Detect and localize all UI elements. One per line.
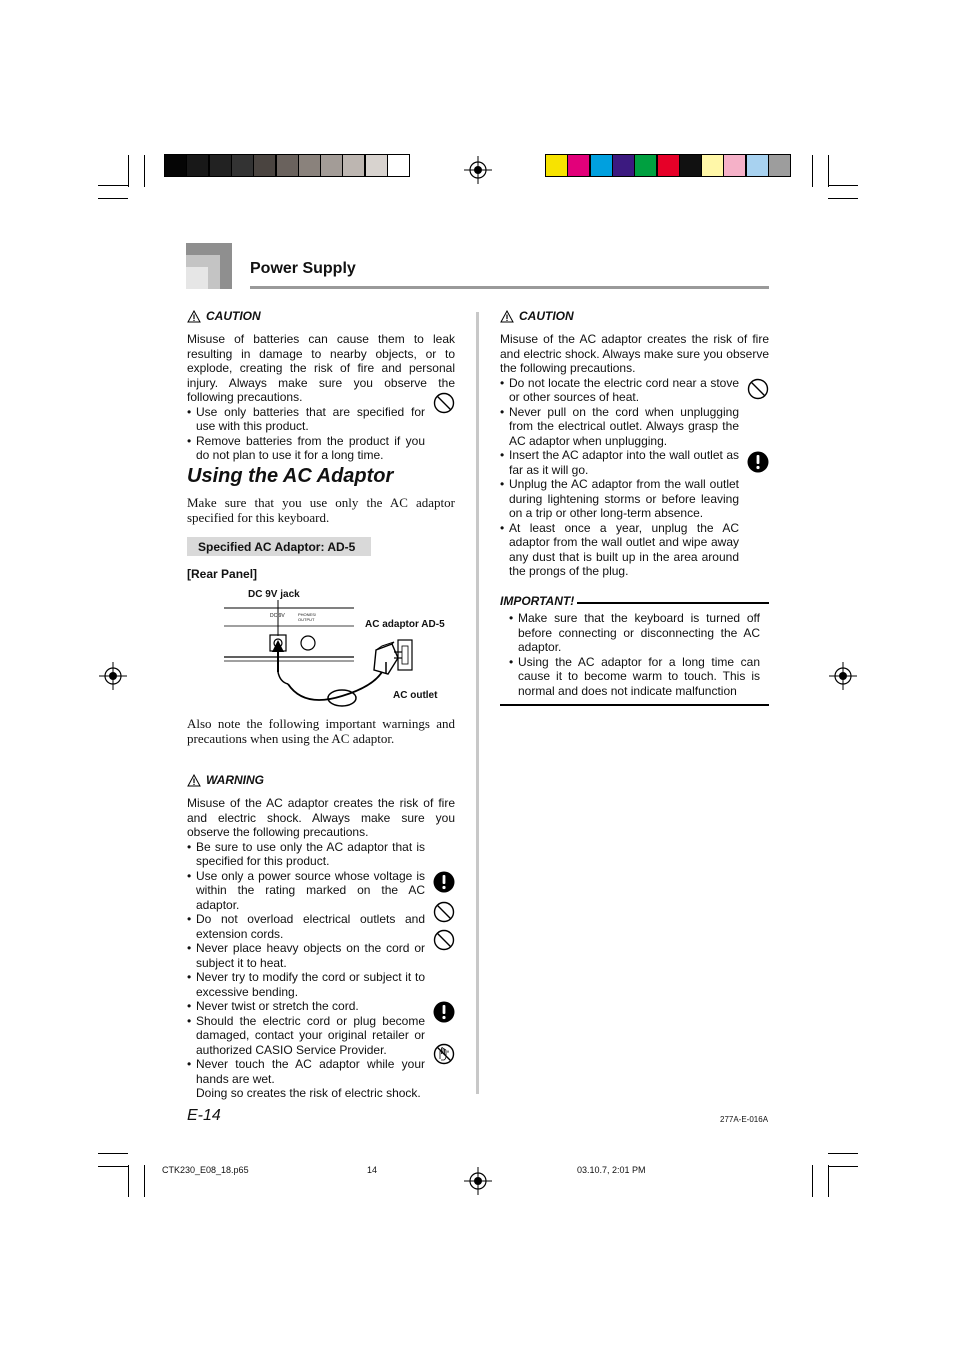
doc-code: 277A-E-016A xyxy=(720,1115,769,1124)
crop-mark-br-h2 xyxy=(828,1153,858,1154)
caution-intro: Misuse of batteries can cause them to leak resulting in damage to nearby objects, or to explode, creating the risk of fire and personal injury. Always make sure you observe the following precautions. xyxy=(187,332,455,404)
crop-mark-bl-h2 xyxy=(98,1153,128,1154)
important-label: IMPORTANT! xyxy=(500,594,575,608)
page-number: E-14 xyxy=(187,1107,221,1124)
spec-box-text: Specified AC Adaptor: AD-5 xyxy=(198,540,356,554)
list-item: • Insert the AC adaptor into the wall outlet as far as it will go. xyxy=(500,448,739,477)
color-swatch xyxy=(747,155,768,176)
list-item: • Never place heavy objects on the cord or subject it to heat. xyxy=(187,941,425,970)
crop-mark-tl-h xyxy=(98,185,128,186)
color-swatch xyxy=(680,155,701,176)
mandatory-action-icon xyxy=(747,451,769,473)
registration-mark-top xyxy=(464,156,492,184)
color-swatch xyxy=(769,155,790,176)
caution-label-text: CAUTION xyxy=(206,309,261,323)
color-swatch xyxy=(591,155,612,176)
crop-mark-br-v2 xyxy=(812,1165,813,1197)
color-swatch xyxy=(658,155,679,176)
crop-mark-tr-v2 xyxy=(812,155,813,187)
caution-label xyxy=(187,309,455,323)
crop-mark-tr-v xyxy=(828,155,829,187)
color-swatch xyxy=(724,155,745,176)
list-item: • Never pull on the cord when unplugging from the electrical outlet. Always grasp the AC adaptor when unplugging. xyxy=(500,405,739,449)
crop-mark-bl-v xyxy=(128,1165,129,1197)
timestamp: 03.10.7, 2:01 PM xyxy=(577,1165,646,1175)
prohibited-icon xyxy=(433,929,455,951)
important-rule-top xyxy=(577,602,769,604)
color-swatch xyxy=(702,155,723,176)
color-swatch xyxy=(210,155,231,176)
list-item: • Be sure to use only the AC adaptor that is specified for this product. xyxy=(187,840,425,869)
list-item: • Never twist or stretch the cord. xyxy=(187,999,425,1014)
color-swatch xyxy=(277,155,298,176)
registration-mark-left xyxy=(99,662,127,690)
right-column xyxy=(500,309,769,579)
dc-jack-label: DC 9V jack xyxy=(248,589,300,600)
warning-triangle-icon xyxy=(187,310,201,323)
list-item: • Using the AC adaptor for a long time can cause it to become warm to touch. This is normal and does not indicate malfunction xyxy=(509,655,760,699)
section-heading: Using the AC Adaptor xyxy=(187,465,394,487)
section-tab-graphic xyxy=(186,243,232,289)
crop-mark-br-v xyxy=(828,1165,829,1197)
adaptor-label: AC adaptor AD-5 xyxy=(365,619,445,630)
mandatory-action-icon xyxy=(433,871,455,893)
important-block xyxy=(500,594,769,706)
list-item: • Do not locate the electric cord near a stove or other sources of heat. xyxy=(500,376,739,405)
crop-mark-tr-h xyxy=(828,185,858,186)
prohibited-icon xyxy=(433,392,455,414)
file-name: CTK230_E08_18.p65 xyxy=(162,1165,249,1175)
list-item: • Unplug the AC adaptor from the wall outlet during lightening storms or before leaving on a trip or other long-term absence. xyxy=(500,477,739,521)
crop-mark-tl-v2 xyxy=(144,155,145,187)
header-rule xyxy=(250,286,769,289)
color-swatch xyxy=(366,155,387,176)
color-swatch xyxy=(299,155,320,176)
list-item: • At least once a year, unplug the AC adaptor from the wall outlet and wipe away any dust that is built up in the area around the prongs of the plug. xyxy=(500,521,739,579)
crop-mark-br-h xyxy=(828,1166,858,1167)
crop-mark-tr-h2 xyxy=(828,198,858,199)
important-rule-bottom xyxy=(500,704,769,706)
color-swatch xyxy=(254,155,275,176)
lead-paragraph: Make sure that you use only the AC adaptor specified for this keyboard. xyxy=(187,495,455,525)
color-swatch xyxy=(613,155,634,176)
caution-intro: Misuse of the AC adaptor creates the risk of fire and electric shock. Always make sure you observe the following precautions. xyxy=(500,332,769,375)
list-item: • Use only a power source whose voltage is within the rating marked on the AC adaptor. xyxy=(187,869,425,913)
also-note-paragraph: Also note the following important warnings and precautions when using the AC adaptor. xyxy=(187,716,455,746)
color-swatch xyxy=(546,155,567,176)
color-swatch xyxy=(343,155,364,176)
prohibited-icon xyxy=(433,901,455,923)
crop-mark-tl-v xyxy=(128,155,129,187)
panel-dc-text: DC 9V xyxy=(270,613,285,619)
list-item: • Make sure that the keyboard is turned off before connecting or disconnecting the AC adaptor. xyxy=(509,611,760,655)
registration-mark-bottom xyxy=(464,1167,492,1195)
warning-intro: Misuse of the AC adaptor creates the risk of fire and electric shock. Always make sure you observe the following precautions. xyxy=(187,796,455,839)
list-item: • Remove batteries from the product if you do not plan to use it for a long time. xyxy=(187,434,425,463)
spec-box xyxy=(187,537,371,556)
left-column xyxy=(187,309,455,463)
color-swatch xyxy=(232,155,253,176)
column-divider xyxy=(476,312,479,1094)
color-swatch xyxy=(388,155,409,176)
no-wet-hands-icon xyxy=(433,1043,455,1065)
warning-label xyxy=(187,773,455,787)
rear-panel-label: [Rear Panel] xyxy=(187,567,258,581)
crop-mark-tl-h2 xyxy=(98,198,128,199)
color-swatch xyxy=(187,155,208,176)
color-swatch xyxy=(165,155,186,176)
registration-mark-right xyxy=(829,662,857,690)
list-item: • Do not overload electrical outlets and extension cords. xyxy=(187,912,425,941)
caution-label xyxy=(500,309,769,323)
color-swatch xyxy=(321,155,342,176)
sheet-number: 14 xyxy=(367,1165,378,1175)
color-swatch xyxy=(568,155,589,176)
warning-triangle-icon xyxy=(500,310,514,323)
outlet-label: AC outlet xyxy=(393,690,438,701)
warning-label-text: WARNING xyxy=(206,773,264,787)
prohibited-icon xyxy=(747,378,769,400)
crop-mark-bl-h xyxy=(98,1166,128,1167)
color-swatch xyxy=(635,155,656,176)
mandatory-action-icon xyxy=(433,1001,455,1023)
crop-mark-bl-v2 xyxy=(144,1165,145,1197)
list-item: • Never touch the AC adaptor while your hands are wet. xyxy=(187,1057,425,1086)
warning-triangle-icon xyxy=(187,774,201,787)
caution-label-text: CAUTION xyxy=(519,309,574,323)
list-item: • Should the electric cord or plug become damaged, contact your original retailer or authorized CASIO Service Provider. xyxy=(187,1014,425,1058)
warning-tail: Doing so creates the risk of electric shock. xyxy=(196,1086,421,1100)
list-item: • Never try to modify the cord or subject it to excessive bending. xyxy=(187,970,425,999)
panel-phones-text: PHONES/ OUTPUT xyxy=(298,612,317,622)
warning-block xyxy=(187,773,455,1101)
section-title: Power Supply xyxy=(250,260,356,277)
list-item: • Use only batteries that are specified for use with this product. xyxy=(187,405,425,434)
rear-panel-illustration xyxy=(224,600,424,712)
